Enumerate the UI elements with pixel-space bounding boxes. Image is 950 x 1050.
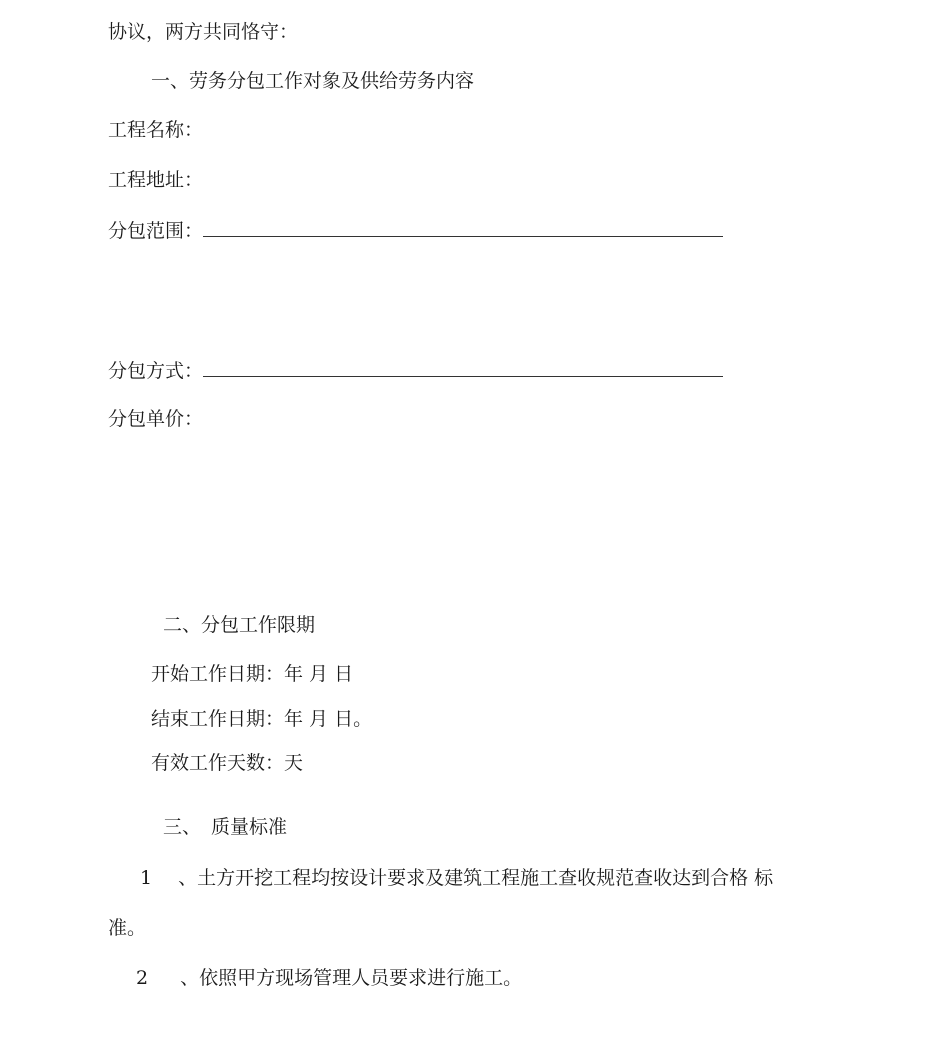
method-blank-line[interactable] [203, 358, 723, 377]
item-2 [136, 966, 522, 990]
intro-text: 协议，两方共同恪守： [108, 21, 299, 43]
section-3-heading [163, 815, 287, 839]
section-3-title: 质量标准 [211, 816, 288, 838]
project-address-label: 工程地址： [108, 169, 204, 191]
scope-row [108, 218, 723, 243]
unit-price-label: 分包单价： [108, 408, 204, 430]
scope-blank-line[interactable] [203, 218, 723, 237]
start-date-line: 开始工作日期：年 月 日 [151, 663, 354, 685]
end-date-line: 结束工作日期：年 月 日。 [151, 708, 373, 730]
item-2-number: 2 [136, 967, 149, 989]
item-2-text: 、依照甲方现场管理人员要求进行施工。 [180, 967, 523, 989]
section-2-heading: 二、分包工作限期 [163, 614, 316, 636]
work-days-line: 有效工作天数：天 [151, 752, 304, 774]
section-3-number: 三、 [163, 816, 202, 838]
project-name-label: 工程名称： [108, 119, 204, 141]
item-1-number: 1 [140, 867, 153, 889]
item-1-continuation: 准。 [108, 917, 147, 939]
scope-label: 分包范围： [108, 220, 204, 242]
section-1-heading: 一、劳务分包工作对象及供给劳务内容 [151, 70, 475, 92]
method-row [108, 358, 723, 383]
item-1 [140, 866, 773, 890]
method-label: 分包方式： [108, 360, 204, 382]
item-1-text: 、土方开挖工程均按设计要求及建筑工程施工查收规范查收达到合格 标 [178, 867, 774, 889]
